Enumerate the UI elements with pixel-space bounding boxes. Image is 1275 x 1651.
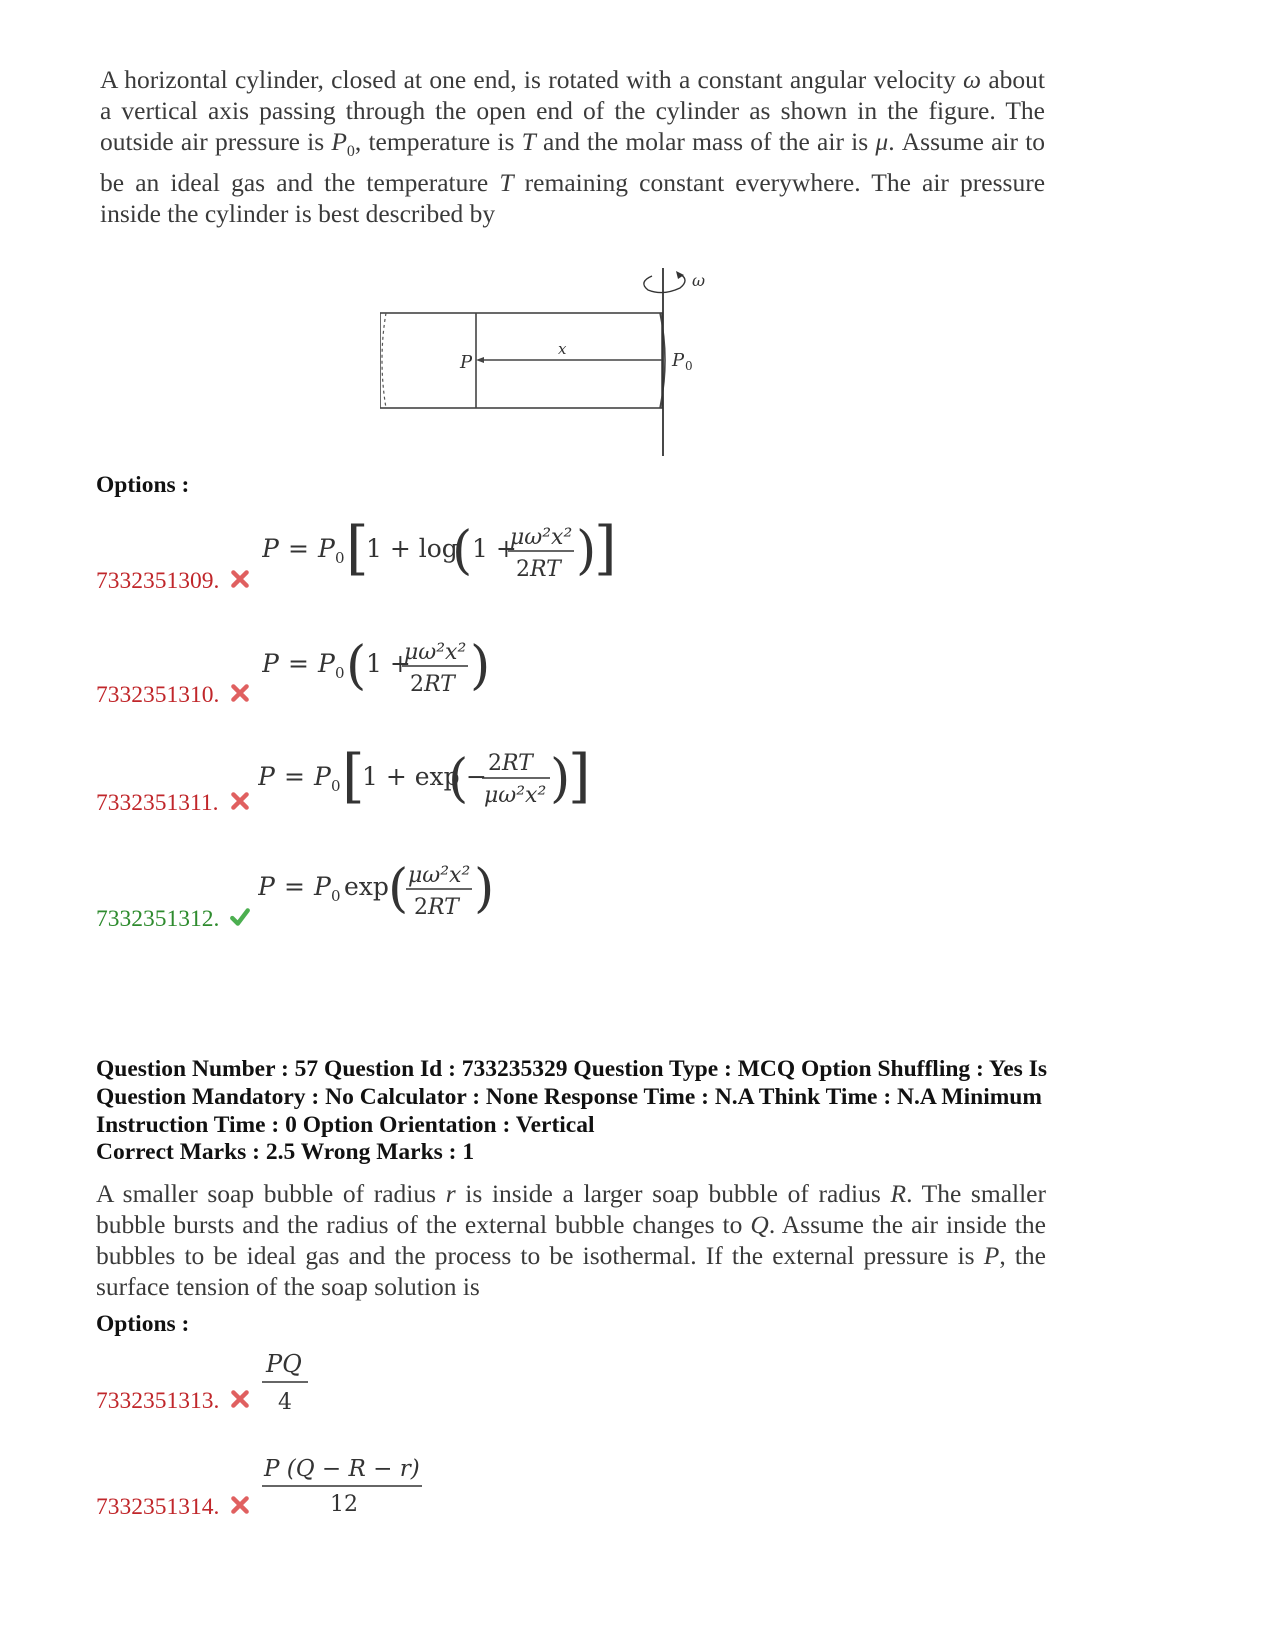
svg-text:(: ( [388, 859, 409, 919]
option-5-denominator: 4 [278, 1390, 292, 1415]
closed-end-edge [382, 313, 386, 408]
label-x: x [558, 340, 567, 358]
cylinder-diagram [380, 268, 740, 468]
svg-text:=: = [288, 534, 309, 563]
question-2-meta: Question Number : 57 Question Id : 733235329 Question Type : MCQ Option Shuffling : Yes Is Question Mandatory : No Calculator : None Response Time : N.A Think Time : N.A Minimum Instruction Time : 0 Option Orientation : Vertical [96, 1056, 1047, 1138]
svg-text:P: P [318, 534, 335, 563]
svg-text:P: P [262, 649, 279, 678]
svg-text:): ) [470, 636, 491, 696]
svg-text:): ) [576, 521, 597, 581]
options-heading-2: Options : [96, 1311, 190, 1337]
svg-text:μω²x²: μω²x² [484, 783, 547, 808]
option-3-id[interactable]: 7332351311. [96, 790, 251, 817]
svg-text:0: 0 [331, 777, 341, 795]
label-P0: P [672, 350, 685, 371]
option-5-id[interactable]: 7332351313. [96, 1388, 251, 1415]
check-icon [229, 906, 251, 928]
option-2-id[interactable]: 7332351310. [96, 682, 251, 709]
svg-text:(: ( [346, 636, 367, 696]
option-3-formula [258, 738, 598, 818]
svg-text:1 + exp: 1 + exp [362, 762, 460, 791]
svg-text:2RT: 2RT [414, 895, 459, 920]
cross-icon [229, 568, 251, 590]
option-5-numerator: PQ [266, 1350, 302, 1378]
svg-text:P: P [314, 762, 331, 791]
svg-text:2RT: 2RT [516, 557, 561, 582]
rotation-arrow-head [676, 271, 684, 279]
svg-text:μω²x²: μω²x² [404, 640, 467, 665]
question-1-text: A horizontal cylinder, closed at one end, is rotated with a constant angular velocity ω about a vertical axis passing through the open end of the cylinder as shown in the figure. The outside air pressure is $P_0$, temperature is T and the molar mass of the air is μ. Assume air to be an ideal gas and the temperature T remaining constant everywhere. The air pressure inside the cylinder is best described by [100, 65, 1046, 229]
svg-text:1 + log: 1 + log [366, 534, 458, 563]
svg-text:P: P [314, 872, 331, 901]
options-heading-1: Options : [96, 472, 190, 498]
cross-icon [229, 1494, 251, 1516]
svg-text:): ) [474, 859, 495, 919]
svg-text:P: P [318, 649, 335, 678]
cross-icon [229, 790, 251, 812]
svg-text:1 +: 1 + [472, 534, 517, 563]
option-6-denominator: 12 [330, 1492, 358, 1517]
svg-text:P: P [262, 534, 279, 563]
marks-line: Correct Marks : 2.5 Wrong Marks : 1 [96, 1139, 475, 1165]
option-6-formula [262, 1448, 462, 1528]
svg-text:2RT: 2RT [488, 751, 533, 776]
svg-text:0: 0 [335, 549, 345, 567]
svg-text:2RT: 2RT [410, 672, 455, 697]
svg-text:−: − [466, 762, 487, 791]
svg-text:μω²x²: μω²x² [510, 525, 573, 550]
svg-text:[: [ [346, 514, 369, 582]
option-1-id[interactable]: 7332351309. [96, 568, 251, 595]
label-omega: ω [692, 271, 706, 290]
option-5-formula [262, 1342, 382, 1422]
svg-text:]: ] [594, 514, 617, 582]
cross-icon [229, 1388, 251, 1410]
svg-text:]: ] [568, 742, 591, 810]
svg-text:0: 0 [331, 887, 341, 905]
rotating-cylinder-figure [380, 268, 740, 473]
option-6-id[interactable]: 7332351314. [96, 1494, 251, 1521]
option-1-formula [262, 510, 622, 590]
svg-text:0: 0 [335, 664, 345, 682]
option-2-formula [262, 625, 522, 705]
svg-text:μω²x²: μω²x² [408, 863, 471, 888]
cross-icon [229, 682, 251, 704]
svg-text:=: = [284, 762, 305, 791]
svg-text:(: ( [452, 521, 473, 581]
svg-text:): ) [550, 749, 571, 809]
option-4-id[interactable]: 7332351312. [96, 906, 251, 933]
label-P0-subscript: 0 [685, 359, 693, 373]
svg-text:exp: exp [344, 872, 389, 901]
svg-text:(: ( [448, 749, 469, 809]
svg-text:=: = [288, 649, 309, 678]
svg-text:P: P [258, 872, 275, 901]
question-2-text: A smaller soap bubble of radius r is inside a larger soap bubble of radius R. The smaller bubble bursts and the radius of the external bubble changes to Q. Assume the air inside the bubbles to be ideal gas and the process to be isothermal. If the external pressure is P, the surface tension of the soap solution is [96, 1179, 1047, 1301]
svg-text:[: [ [342, 742, 365, 810]
option-6-numerator: P (Q − R − r) [264, 1456, 420, 1482]
x-arrow-head [476, 357, 484, 363]
svg-text:1 +: 1 + [366, 649, 411, 678]
svg-text:P: P [258, 762, 275, 791]
svg-text:=: = [284, 872, 305, 901]
option-4-formula [258, 848, 518, 928]
label-P: P [460, 352, 473, 373]
